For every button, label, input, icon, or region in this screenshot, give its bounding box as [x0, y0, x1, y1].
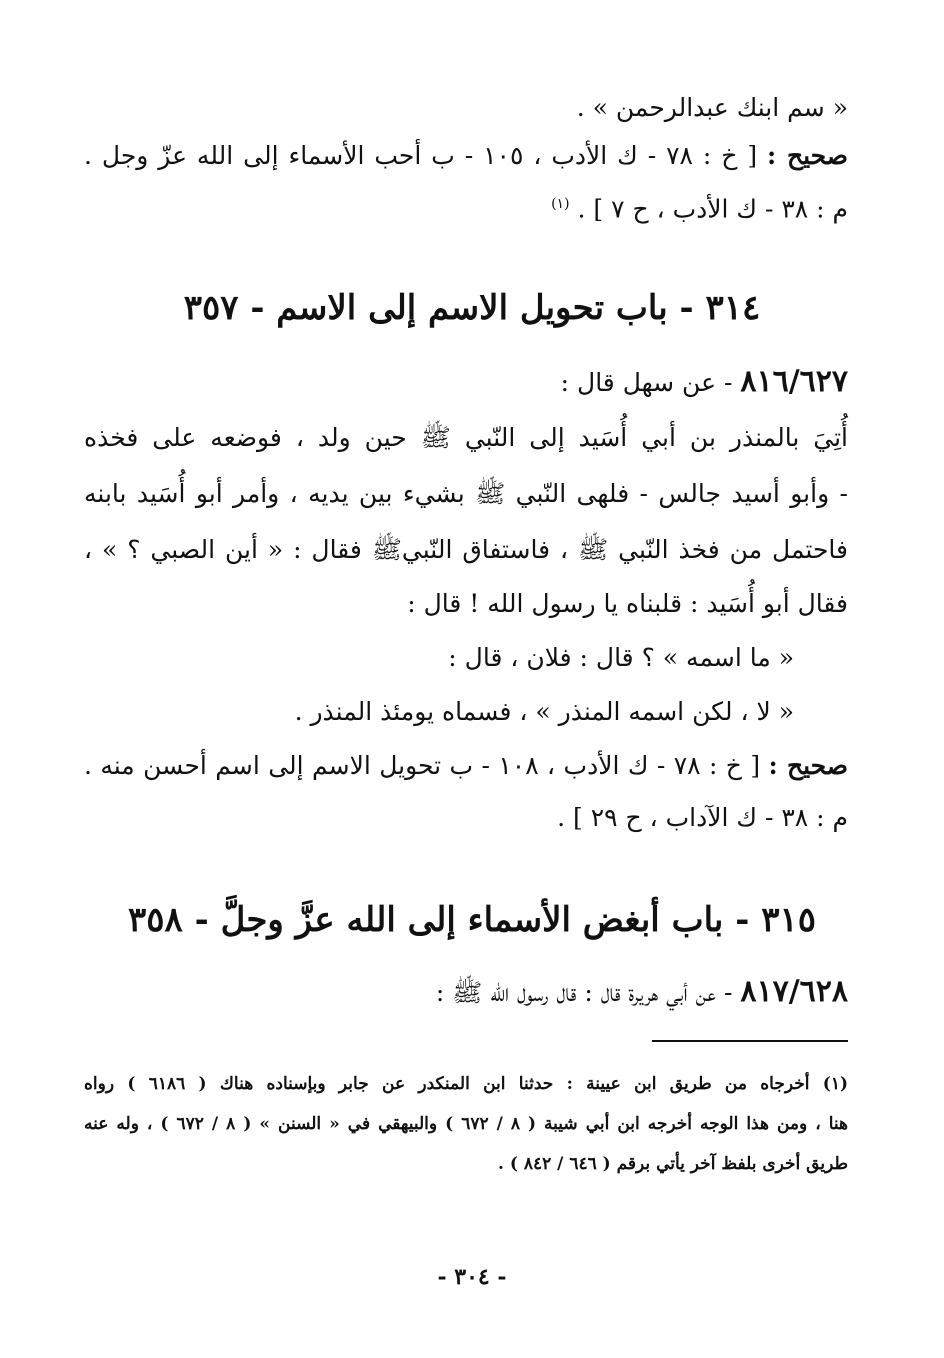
text-line	[551, 184, 848, 229]
footnote-marker: (١)	[551, 196, 570, 212]
continuation-text: « سم ابنك عبدالرحمن » .	[576, 93, 848, 122]
hadith-chain: - عن أبي هريرة قال : قال رسول الله ﷺ :	[435, 978, 733, 1007]
source-reference: [ خ : ٧٨ - ك الأدب ، ١٠٨ - ب تحويل الاسم إلى اسم أحسن منه .	[84, 751, 761, 780]
hadith-header	[436, 972, 848, 1013]
page-number: - ٣٠٤ -	[437, 1264, 507, 1290]
grade-label: صحيح :	[767, 141, 848, 170]
footnote-line: طريق أخرى بلفظ آخر يأتي برقم ( ٦٤٦ / ٨٤٢ ) .	[498, 1154, 848, 1174]
text-line	[577, 88, 848, 128]
hadith-dialog-line: « ما اسمه » ؟ قال : فلان ، قال :	[448, 643, 794, 672]
text-line	[84, 136, 848, 176]
text-line	[84, 746, 848, 786]
source-reference: م : ٣٨ - ك الأدب ، ح ٧ ] .	[577, 194, 848, 224]
footnote-divider	[652, 1040, 848, 1042]
hadith-text-line: فاحتمل من فخذ النّبي ﷺ ، فاستفاق النّبيﷺ فقال : « أين الصبي ؟ » ،	[84, 535, 848, 564]
hadith-text-line: فقال أبو أُسَيد : قلبناه يا رسول الله ! قال :	[407, 589, 848, 618]
hadith-text-line: أُتِيَ بالمنذر بن أبي أُسَيد إلى النّبي ﷺ حين ولد ، فوضعه على فخذه	[84, 423, 848, 452]
hadith-header	[561, 362, 848, 403]
footnote-line: (١) أخرجاه من طريق ابن عيينة : حدثنا ابن المنكدر عن جابر وبإسناده هناك ( ٦١٨٦ ) رواه	[84, 1074, 848, 1094]
source-reference: [ خ : ٧٨ - ك الأدب ، ١٠٥ - ب أحب الأسماء إلى الله عزّ وجل .	[84, 141, 758, 170]
grade-label: صحيح :	[768, 751, 848, 780]
hadith-dialog-line: « لا ، لكن اسمه المنذر » ، فسماه يومئذ المنذر .	[294, 697, 794, 726]
hadith-number: ٨١٧/٦٢٨	[740, 974, 848, 1009]
chapter-heading: ٣١٤ - باب تحويل الاسم إلى الاسم - ٣٥٧	[183, 288, 761, 328]
chapter-heading: ٣١٥ - باب أبغض الأسماء إلى الله عزَّ وجلَّ - ٣٥٨	[128, 900, 816, 940]
footnote-line: هنا ، ومن هذا الوجه أخرجه ابن أبي شيبة ( ٨ / ٦٧٢ ) والبيهقي في « السنن » ( ٨ / ٦٧٢ ) ، وله عنه	[84, 1114, 849, 1134]
hadith-text-line: - وأبو أسيد جالس - فلهى النّبي ﷺ بشيء بين يديه ، وأمر أبو أُسَيد بابنه	[84, 479, 848, 508]
hadith-chain: - عن سهل قال :	[560, 368, 733, 397]
hadith-number: ٨١٦/٦٢٧	[740, 364, 848, 399]
source-reference: م : ٣٨ - ك الآداب ، ح ٢٩ ] .	[557, 803, 848, 832]
